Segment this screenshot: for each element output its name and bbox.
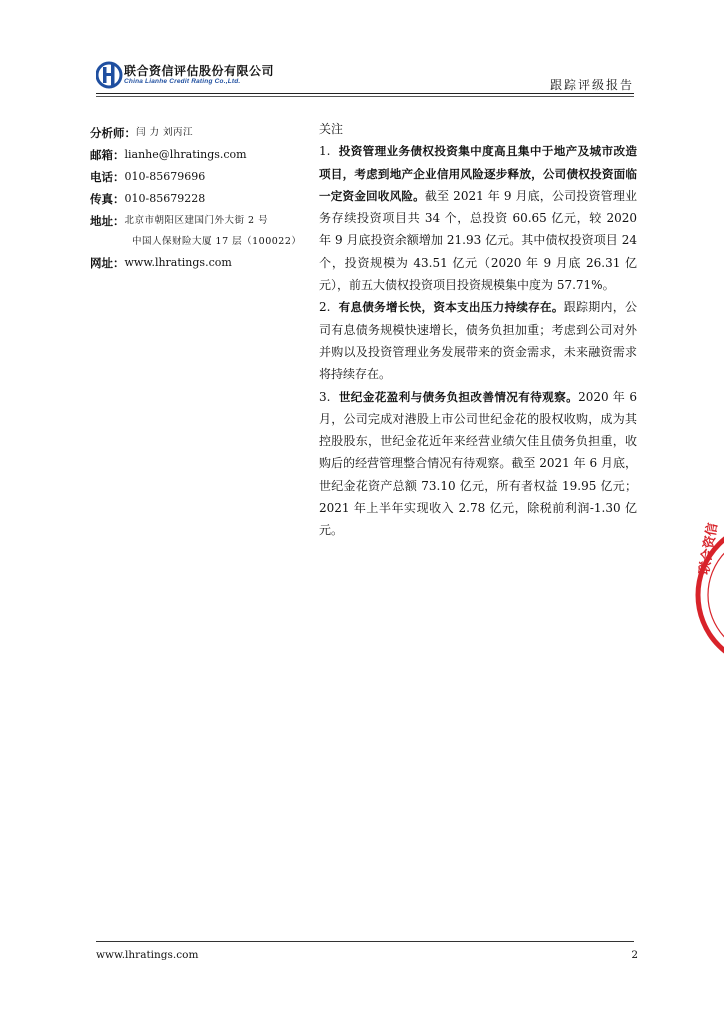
address-label: 地址： [90,214,125,228]
svg-text:联合资信: 联合资信 [697,521,721,576]
section-heading: 关注 [319,122,344,136]
footer-url: www.lhratings.com [96,949,199,961]
item-bold-lead: 有息债务增长快，资本支出压力持续存在。 [338,300,564,315]
email-label: 邮箱： [90,148,125,162]
address-line2: 中国人保财险大厦 17 层（100022） [132,236,302,247]
fax-value: 010-85679228 [124,192,206,205]
footer-divider [96,941,634,942]
page-number: 2 [631,949,638,961]
brand-name-cn: 联合资信评估股份有限公司 [124,64,275,78]
concern-item-3 [319,386,637,542]
phone-value: 010-85679696 [124,170,206,183]
website-row [90,252,310,274]
item-text: 2020 年 6 月，公司完成对港股上市公司世纪金花的股权收购，成为其控股股东，世纪金花近年来经营业绩欠佳且债务负担重，收购后的经营管理整合情况有待观察。截至 2021 年 6 月底，世纪金花资产总额 73.10 亿元，所有者权益 19.95 亿元；2021 年上半年实现收入 2.78 亿元，除税前利润-1.30 亿元。 [319,389,637,538]
item-bold-lead: 投资管理业务债权投资集中度高且集中于地产及城市改造项目，考虑到地产企业信用风险逐步释放，公司债权投资面临一定资金回收风险。 [319,144,637,203]
phone-label: 电话： [90,170,125,184]
email-row [90,144,310,166]
website-value: www.lhratings.com [124,256,232,269]
item-text: 截至 2021 年 9 月底，公司投资管理业务存续投资项目共 34 个，总投资 60.65 亿元，较 2020 年 9 月底投资余额增加 21.93 亿元。其中债权投资项目 24 个，投资规模为 43.51 亿元（2020 年 9 月底 26.31 亿元），前五大债权投资项目投资规模集中度为 57.71%。 [319,188,637,293]
report-type: 跟踪评级报告 [549,78,634,92]
brand-name-en: China Lianhe Credit Rating Co.,Ltd. [124,78,241,85]
header-divider-thin [96,96,634,97]
concern-item-1 [319,140,637,296]
item-number: 2. [319,300,331,315]
fax-label: 传真： [90,192,125,206]
seal-stamp-icon [690,505,724,685]
concerns-section [319,118,637,542]
email-value: lianhe@lhratings.com [124,148,247,161]
contact-info [90,122,310,274]
item-number: 1. [319,144,331,159]
website-label: 网址： [90,256,125,270]
item-bold-lead: 世纪金花盈利与债务负担改善情况有待观察。 [338,389,579,404]
item-number: 3. [319,389,331,404]
header-divider [96,93,634,94]
address-row [90,210,310,232]
analyst-row [90,122,310,144]
concern-item-2 [319,296,637,385]
analyst-names: 闫 力 刘丙江 [136,127,194,138]
analyst-label: 分析师： [90,126,136,140]
address-line1: 北京市朝阳区建国门外大街 2 号 [124,215,269,226]
phone-row [90,166,310,188]
item-text: 跟踪期内，公司有息债务规模快速增长，债务负担加重；考虑到公司对外并购以及投资管理业务发展带来的资金需求，未来融资需求将持续存在。 [319,300,637,382]
fax-row [90,188,310,210]
